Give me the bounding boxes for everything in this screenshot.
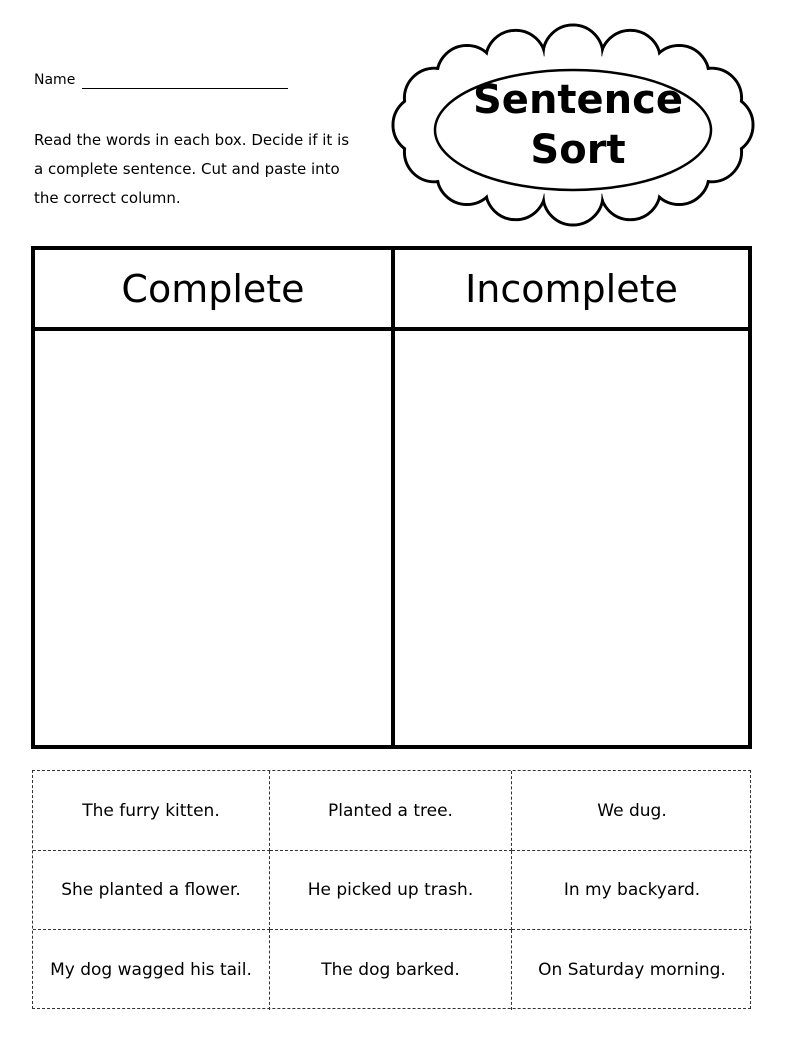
sentence-card[interactable]: In my backyard. [512,851,752,930]
cut-out-cards [32,770,751,1009]
sentence-card[interactable]: She planted a flower. [33,851,270,930]
sentence-card[interactable]: The furry kitten. [33,771,270,851]
sentence-card[interactable]: The dog barked. [270,930,512,1010]
sentence-card[interactable]: My dog wagged his tail. [33,930,270,1010]
worksheet-title [440,75,716,175]
title-line-2: Sort [530,127,626,173]
instructions: Read the words in each box. Decide if it is a complete sentence. Cut and paste into the correct column. [34,131,350,207]
sentence-card[interactable]: On Saturday morning. [538,960,726,980]
incomplete-column[interactable] [395,250,748,745]
name-label: Name [34,72,76,88]
title-line-1: Sentence [473,77,683,123]
sentence-card[interactable]: We dug. [512,771,752,851]
complete-header: Complete [35,250,391,331]
complete-column[interactable] [35,250,395,745]
name-line[interactable] [82,88,288,89]
sort-table [31,246,752,749]
sentence-card[interactable]: He picked up trash. [270,851,512,930]
incomplete-header: Incomplete [395,250,748,331]
sentence-card[interactable]: Planted a tree. [270,771,512,851]
